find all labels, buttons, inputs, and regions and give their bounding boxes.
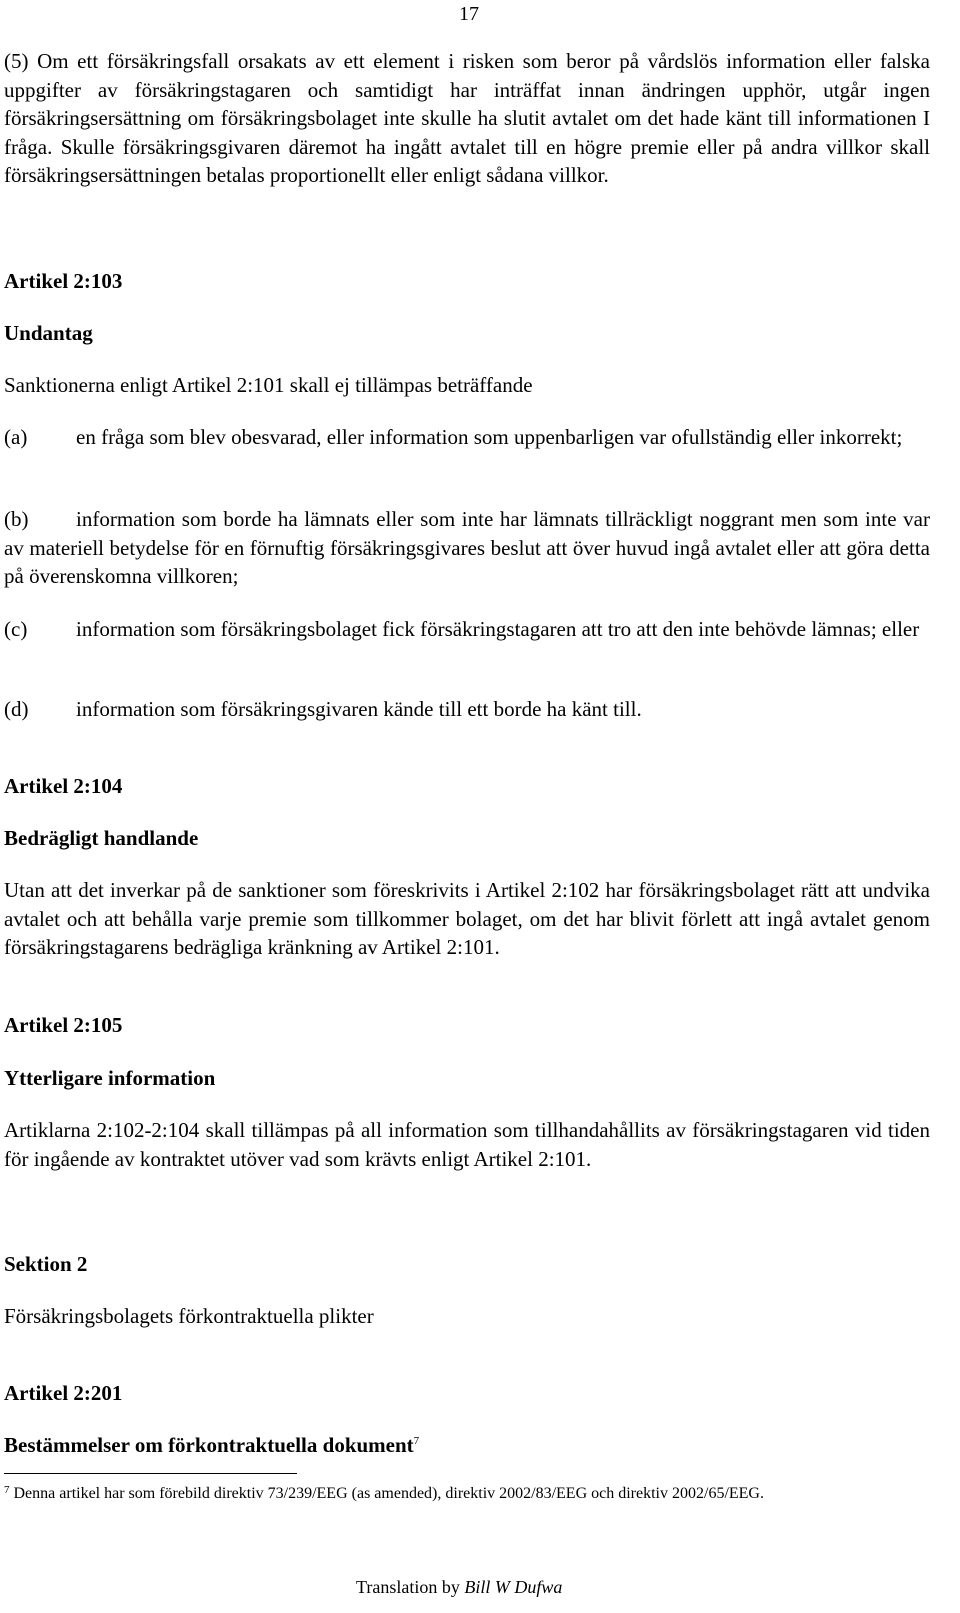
- article-2-105-title: Ytterligare information: [4, 1066, 216, 1090]
- footnote-text: Denna artikel har som förebild direktiv 73/239/EEG (as amended), direktiv 2002/83/EEG och direktiv 2002/65/EEG.: [13, 1485, 764, 1502]
- article-2-104-body: Utan att det inverkar på de sanktioner som föreskrivits i Artikel 2:102 har försäkringsbolaget rätt att undvika avtalet och att behålla varje premie som tillkommer bolaget, om det har blivit förlett att ingå avtalet genom försäkringstagarens bedrägliga kränkning av Artikel 2:101.: [4, 878, 930, 959]
- list-item-d: [4, 695, 930, 724]
- list-item-b: [4, 505, 930, 591]
- article-2-201-title: [4, 1431, 930, 1460]
- section-2-title: Försäkringsbolagets förkontraktuella plikter: [4, 1304, 374, 1328]
- footnote: [4, 1483, 764, 1505]
- article-2-201-heading: Artikel 2:201: [4, 1381, 123, 1405]
- list-item-c: [4, 615, 930, 644]
- footnote-reference[interactable]: 7: [413, 1435, 420, 1447]
- article-2-103-intro: Sanktionerna enligt Artikel 2:101 skall ej tillämpas beträffande: [4, 373, 533, 397]
- list-marker-c: (c): [4, 617, 28, 641]
- footer-author: Bill W Dufwa: [464, 1577, 563, 1597]
- article-2-103-heading: Artikel 2:103: [4, 269, 123, 293]
- article-2-103-title: Undantag: [4, 321, 93, 345]
- article-2-104-title: Bedrägligt handlande: [4, 826, 199, 850]
- page-number: 17: [459, 3, 479, 25]
- footnote-number: 7: [4, 1484, 10, 1496]
- list-text-c: information som försäkringsbolaget fick försäkringstagaren att tro att den inte behövde lämnas; eller: [76, 617, 920, 641]
- article-2-105-body: Artiklarna 2:102-2:104 skall tillämpas på all information som tillhandahållits av försäkringstagaren vid tiden för ingående av kontraktet utöver vad som krävts enligt Artikel 2:101.: [4, 1118, 930, 1171]
- list-text-b: information som borde ha lämnats eller som inte har lämnats tillräckligt noggrant men som inte var av materiell betydelse för en förnuftig försäkringsgivares beslut att över huvud ingå avtalet eller att göra detta på överenskomna villkoren;: [4, 507, 930, 588]
- list-text-a: en fråga som blev obesvarad, eller information som uppenbarligen var ofullständig eller inkorrekt;: [76, 425, 903, 449]
- article-2-201-title-text: Bestämmelser om förkontraktuella dokument: [4, 1433, 414, 1457]
- intro-paragraph: (5) Om ett försäkringsfall orsakats av ett element i risken som beror på vårdslös information eller falska uppgifter av försäkringstagaren och samtidigt har inträffat innan ändringen upphör, utgår ingen försäkringsersättning om försäkringsbolaget inte skulle ha slutit avtalet om det hade känt till informationen I fråga. Skulle försäkringsgivaren däremot ha ingått avtalet till en högre premie eller på andra villkor skall försäkringsersättningen betalas proportionellt eller enligt sådana villkor.: [4, 49, 930, 187]
- list-marker-a: (a): [4, 425, 28, 449]
- list-marker-d: (d): [4, 697, 29, 721]
- list-marker-b: (b): [4, 507, 29, 531]
- list-item-a: [4, 423, 930, 452]
- page-footer: [356, 1573, 562, 1602]
- article-2-104-heading: Artikel 2:104: [4, 774, 123, 798]
- article-2-105-heading: Artikel 2:105: [4, 1013, 123, 1037]
- list-text-d: information som försäkringsgivaren kände till ett borde ha känt till.: [76, 697, 642, 721]
- section-2-heading: Sektion 2: [4, 1252, 88, 1276]
- footer-prefix: Translation by: [356, 1577, 460, 1597]
- footnote-divider: [4, 1473, 297, 1474]
